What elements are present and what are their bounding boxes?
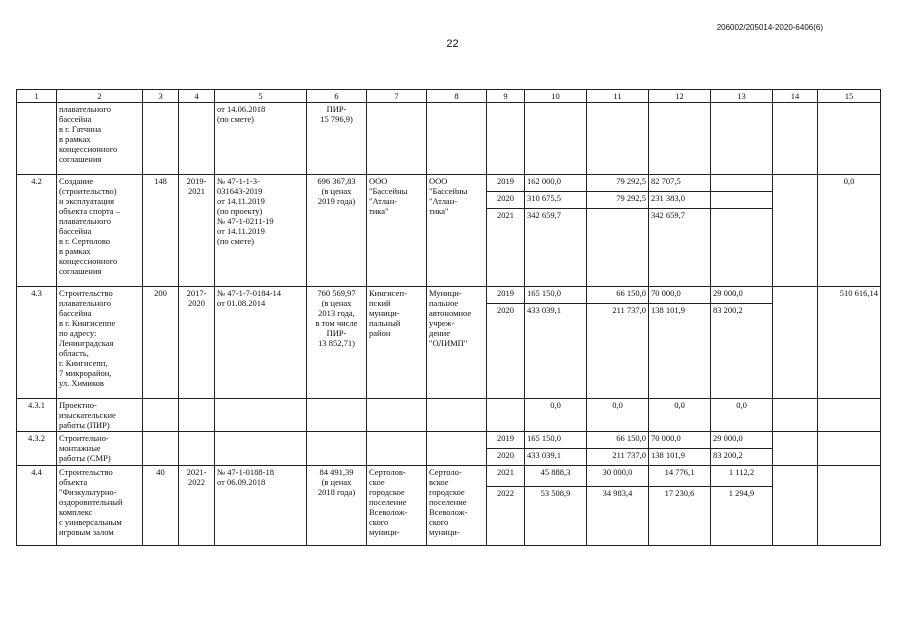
local-amount: 83 200,2 (713, 450, 743, 460)
header-cell: 5 (215, 90, 307, 103)
estimated-cost: ПИР- 15 796,9) (307, 103, 367, 175)
regional-amount: 70 000,0 (649, 432, 710, 449)
document-number: 206002/205014-2020-6406(6) (716, 23, 823, 32)
total-amount: 342 659,7 (527, 210, 561, 220)
expertise-reference: № 47-1-7-0184-14 от 01.08.2014 (215, 287, 307, 399)
customer: Сертолов- ское городское поселение Всеволож- ского муници- (367, 466, 427, 546)
regional-amount: 17 230,6 (664, 488, 695, 498)
federal-amount: 211 737,0 (612, 450, 646, 460)
table-row (17, 466, 881, 546)
year: 2020 (487, 192, 524, 209)
period: 2019- 2021 (179, 175, 215, 287)
expertise-reference: от 14.06.2018 (по смете) (215, 103, 307, 175)
header-cell: 3 (143, 90, 179, 103)
expertise-reference: № 47-1-0188-18 от 06.09.2018 (215, 466, 307, 546)
table-row (17, 103, 881, 175)
header-cell: 12 (649, 90, 711, 103)
local-amount (711, 209, 772, 226)
capacity: 200 (143, 287, 179, 399)
regional-amount: 82 707,5 (649, 175, 710, 192)
customer: Кингисеп- пский муници- пальный район (367, 287, 427, 399)
header-cell: 2 (57, 90, 143, 103)
period: 2017- 2020 (179, 287, 215, 399)
year: 2020 (497, 450, 514, 460)
operator: Муници- пальное автономное учреж- дение "ОЛИМП" (427, 287, 487, 399)
federal-amount (587, 209, 648, 226)
row-number: 4.4 (17, 466, 57, 546)
federal-amount: 66 150,0 (587, 287, 648, 304)
row-number: 4.3.1 (17, 399, 57, 432)
local-amount: 1 294,9 (728, 488, 755, 498)
local-amount: 29 000,0 (711, 287, 772, 304)
regional-amount: 70 000,0 (649, 287, 710, 304)
object-name: Строительство объекта "Физкультурно- оздоровительный комплекс с универсальным игровым залом (57, 466, 143, 546)
regional-amount: 342 659,7 (651, 210, 685, 220)
header-cell: 13 (711, 90, 773, 103)
object-name: Проектно- изыскательские работы (ПИР) (57, 399, 143, 432)
operator: ООО "Бассейны "Атлан- тика" (427, 175, 487, 287)
total-amount: 165 150,0 (525, 287, 586, 304)
row-number: 4.3.2 (17, 432, 57, 466)
regional-amount: 0,0 (649, 399, 711, 432)
program-table (16, 89, 881, 546)
regional-amount: 231 383,0 (649, 192, 710, 209)
table-row (17, 432, 881, 466)
year: 2019 (487, 287, 524, 304)
header-cell: 15 (818, 90, 881, 103)
row-number: 4.2 (17, 175, 57, 287)
year: 2020 (497, 305, 514, 315)
year: 2019 (487, 432, 524, 449)
object-name: Создание (строительство) и эксплуатация объекта спорта – плавательного бассейна в г. Сертолово в рамках концессионного соглашения (57, 175, 143, 287)
federal-amount: 0,0 (587, 399, 649, 432)
local-amount (711, 192, 772, 209)
capacity: 40 (143, 466, 179, 546)
local-amount: 83 200,2 (713, 305, 743, 315)
operator: Сертоло- вское городское поселение Всеволож- ского муници- (427, 466, 487, 546)
total-amount: 310 675,5 (525, 192, 586, 209)
regional-amount: 138 101,9 (651, 305, 685, 315)
year: 2021 (487, 466, 524, 487)
remaining-amount: 0,0 (818, 175, 881, 287)
customer: ООО "Бассейны "Атлан- тика" (367, 175, 427, 287)
estimated-cost: 760 569,97 (в ценах 2013 года, в том числе ПИР- 13 852,71) (307, 287, 367, 399)
regional-amount: 14 776,1 (649, 466, 710, 487)
federal-amount: 79 292,5 (587, 175, 648, 192)
expertise-reference: № 47-1-1-3- 031643-2019 от 14.11.2019 (по проекту) № 47-1-0211-19 от 14.11.2019 (по смете) (215, 175, 307, 287)
total-amount: 433 039,1 (527, 305, 561, 315)
header-cell: 10 (525, 90, 587, 103)
header-cell: 6 (307, 90, 367, 103)
total-amount: 165 150,0 (525, 432, 586, 449)
page-number: 22 (446, 38, 459, 50)
header-cell: 11 (587, 90, 649, 103)
federal-amount: 79 292,5 (587, 192, 648, 209)
estimated-cost: 696 367,83 (в ценах 2019 года) (307, 175, 367, 287)
header-cell: 4 (179, 90, 215, 103)
other-amount (773, 175, 818, 287)
total-amount: 162 000,0 (525, 175, 586, 192)
capacity: 148 (143, 175, 179, 287)
local-amount: 0,0 (711, 399, 773, 432)
year: 2022 (497, 488, 514, 498)
object-name: Строительство плавательного бассейна в г. Кингисеппе по адресу: Ленинградская область, г. Кингисепп, 7 микрорайон, ул. Химиков (57, 287, 143, 399)
federal-amount: 66 150,0 (587, 432, 648, 449)
federal-amount: 34 983,4 (602, 488, 633, 498)
table-row (17, 175, 881, 287)
federal-amount: 30 000,0 (587, 466, 648, 487)
local-amount (711, 175, 772, 192)
local-amount: 1 112,2 (711, 466, 772, 487)
federal-amount: 211 737,0 (612, 305, 646, 315)
other-amount (773, 287, 818, 399)
local-amount: 29 000,0 (711, 432, 772, 449)
header-cell: 1 (17, 90, 57, 103)
object-name: Строительно- монтажные работы (СМР) (57, 432, 143, 466)
row-number: 4.3 (17, 287, 57, 399)
header-cell: 8 (427, 90, 487, 103)
remaining-amount: 510 616,14 (818, 287, 881, 399)
header-cell: 7 (367, 90, 427, 103)
regional-amount: 138 101,9 (651, 450, 685, 460)
estimated-cost: 84 491,39 (в ценах 2018 года) (307, 466, 367, 546)
total-amount: 53 508,9 (540, 488, 571, 498)
total-amount: 45 888,3 (525, 466, 586, 487)
header-cell: 14 (773, 90, 818, 103)
year: 2019 (487, 175, 524, 192)
period: 2021- 2022 (179, 466, 215, 546)
header-row (17, 90, 881, 103)
table-row (17, 287, 881, 399)
table-row (17, 399, 881, 432)
year: 2021 (497, 210, 514, 220)
total-amount: 433 039,1 (527, 450, 561, 460)
total-amount: 0,0 (525, 399, 587, 432)
header-cell: 9 (487, 90, 525, 103)
object-name: плавательного бассейна в г. Гатчина в рамках концессионного соглашения (57, 103, 143, 175)
